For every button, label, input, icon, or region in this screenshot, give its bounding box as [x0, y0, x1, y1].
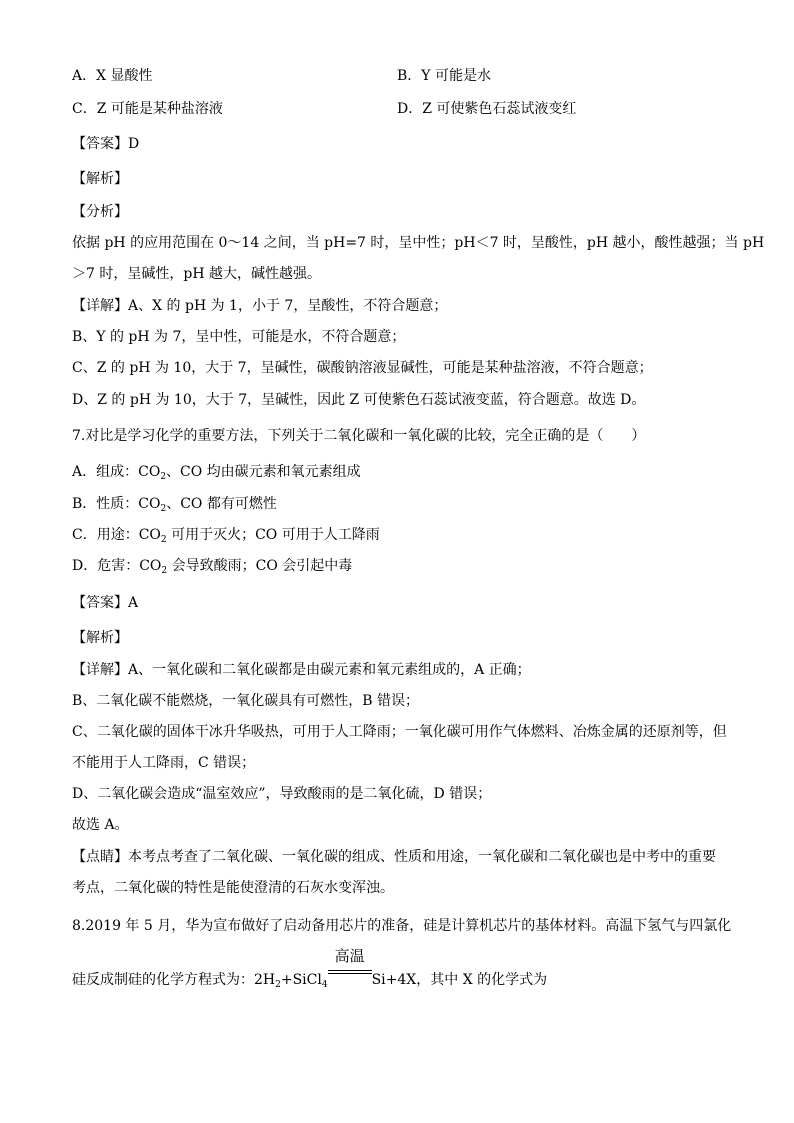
- q7-answer-label: 【答案】: [72, 595, 128, 611]
- equals-bar-bottom: [328, 973, 372, 974]
- question-8-stem-1: 8.2019 年 5 月，华为宣布做好了启动备用芯片的准备，硅是计算机芯片的基体材料。高温下氢气与四氯化: [72, 918, 732, 934]
- q7-option-b-pre: B．性质：CO: [72, 496, 161, 512]
- q7-detail-text-a: A、一氧化碳和二氧化碳都是由碳元素和氧元素组成的，A 正确；: [128, 662, 531, 678]
- q7-option-d-sub: 2: [161, 566, 168, 576]
- q7-option-c: [72, 525, 380, 545]
- q7-answer-line: [72, 593, 138, 613]
- q8-equation-pre: 硅反成制硅的化学方程式为：2H: [72, 972, 276, 988]
- q7-dianjing-text-2: 考点，二氧化碳的特性是能使澄清的石灰水变浑浊。: [72, 880, 394, 896]
- q7-option-d: [72, 556, 352, 576]
- question-7-stem: 7.对比是学习化学的重要方法，下列关于二氧化碳和一氧化碳的比较，完全正确的是（ ）: [72, 428, 646, 444]
- fenxi-text-1: 依据 pH 的应用范围在 0～14 之间，当 pH=7 时，呈中性；pH＜7 时，呈酸性，pH 越小，酸性越强；当 pH: [72, 235, 765, 251]
- q7-dianjing-label: 【点睛】: [72, 849, 128, 865]
- q7-option-c-sub: 2: [160, 535, 167, 545]
- q7-option-d-pre: D．危害：CO: [72, 558, 162, 574]
- detail-text-c: C、Z 的 pH 为 10，大于 7，呈碱性，碳酸钠溶液显碱性，可能是某种盐溶液，不符合题意；: [72, 360, 653, 376]
- fenxi-text-2: ＞7 时，呈碱性，pH 越大，碱性越强。: [72, 266, 321, 282]
- q7-dianjing-line-1: [72, 847, 716, 867]
- answer-label: 【答案】: [72, 136, 128, 152]
- detail-line-a: [72, 296, 447, 316]
- detail-label: 【详解】: [72, 298, 128, 314]
- answer-value: D: [128, 136, 140, 152]
- q7-option-b: [72, 494, 277, 514]
- q7-option-a-post: 、CO 均由碳元素和氧元素组成: [166, 464, 361, 480]
- q7-option-a-sub: 2: [160, 472, 167, 482]
- q7-analysis-label: 【解析】: [72, 630, 128, 646]
- q7-option-c-pre: C．用途：CO: [72, 527, 161, 543]
- q8-equation-mid: +SiCl: [280, 972, 322, 988]
- option-a: A．X 显酸性: [72, 68, 153, 84]
- q7-dianjing-text-1: 本考点考查了二氧化碳、一氧化碳的组成、性质和用途，一氧化碳和二氧化碳也是中考中的重要: [128, 849, 716, 865]
- q7-option-b-post: 、CO 都有可燃性: [166, 496, 277, 512]
- detail-text-a: A、X 的 pH 为 1，小于 7，呈酸性，不符合题意；: [128, 298, 448, 314]
- reaction-arrow: [328, 947, 372, 990]
- q7-detail-text-b: B、二氧化碳不能燃烧，一氧化碳具有可燃性，B 错误；: [72, 693, 420, 709]
- reaction-condition: 高温: [334, 947, 365, 965]
- option-c: C．Z 可能是某种盐溶液: [72, 101, 223, 117]
- q7-option-a-pre: A．组成：CO: [72, 464, 161, 480]
- answer-line: [72, 134, 139, 154]
- detail-text-b: B、Y 的 pH 为 7，呈中性，可能是水，不符合题意；: [72, 329, 406, 345]
- q7-detail-text-d: D、二氧化碳会造成“温室效应”，导致酸雨的是二氧化硫，D 错误；: [72, 786, 492, 802]
- analysis-label: 【解析】: [72, 171, 128, 187]
- q7-answer-value: A: [128, 595, 139, 611]
- q7-conclusion: 故选 A。: [72, 817, 129, 833]
- q7-option-b-sub: 2: [160, 504, 167, 514]
- equals-bar-top: [328, 970, 372, 971]
- q7-option-c-post: 可用于灭火；CO 可用于人工降雨: [166, 527, 380, 543]
- q7-option-d-post: 会导致酸雨；CO 会引起中毒: [167, 558, 353, 574]
- fenxi-label: 【分析】: [72, 204, 128, 220]
- question-8-stem-2: [72, 947, 548, 990]
- q8-cl-subscript: 4: [321, 980, 328, 990]
- detail-text-d: D、Z 的 pH 为 10，大于 7，呈碱性，因此 Z 可使紫色石蕊试液变蓝，符合题意。故选 D。: [72, 392, 646, 408]
- q8-equation-post: Si+4X，其中 X 的化学式为: [371, 972, 548, 988]
- q7-detail-line-a: [72, 660, 531, 680]
- q7-detail-text-c1: C、二氧化碳的固体干冰升华吸热，可用于人工降雨；一氧化碳可用作气体燃料、冶炼金属的还原剂等，但: [72, 724, 727, 740]
- q7-option-a: [72, 462, 361, 482]
- option-d: D．Z 可使紫色石蕊试液变红: [397, 101, 577, 117]
- q8-h-subscript: 2: [275, 980, 281, 990]
- q7-detail-text-c2: 不能用于人工降雨，C 错误；: [72, 755, 256, 771]
- q7-detail-label: 【详解】: [72, 662, 128, 678]
- option-b: B．Y 可能是水: [397, 68, 491, 84]
